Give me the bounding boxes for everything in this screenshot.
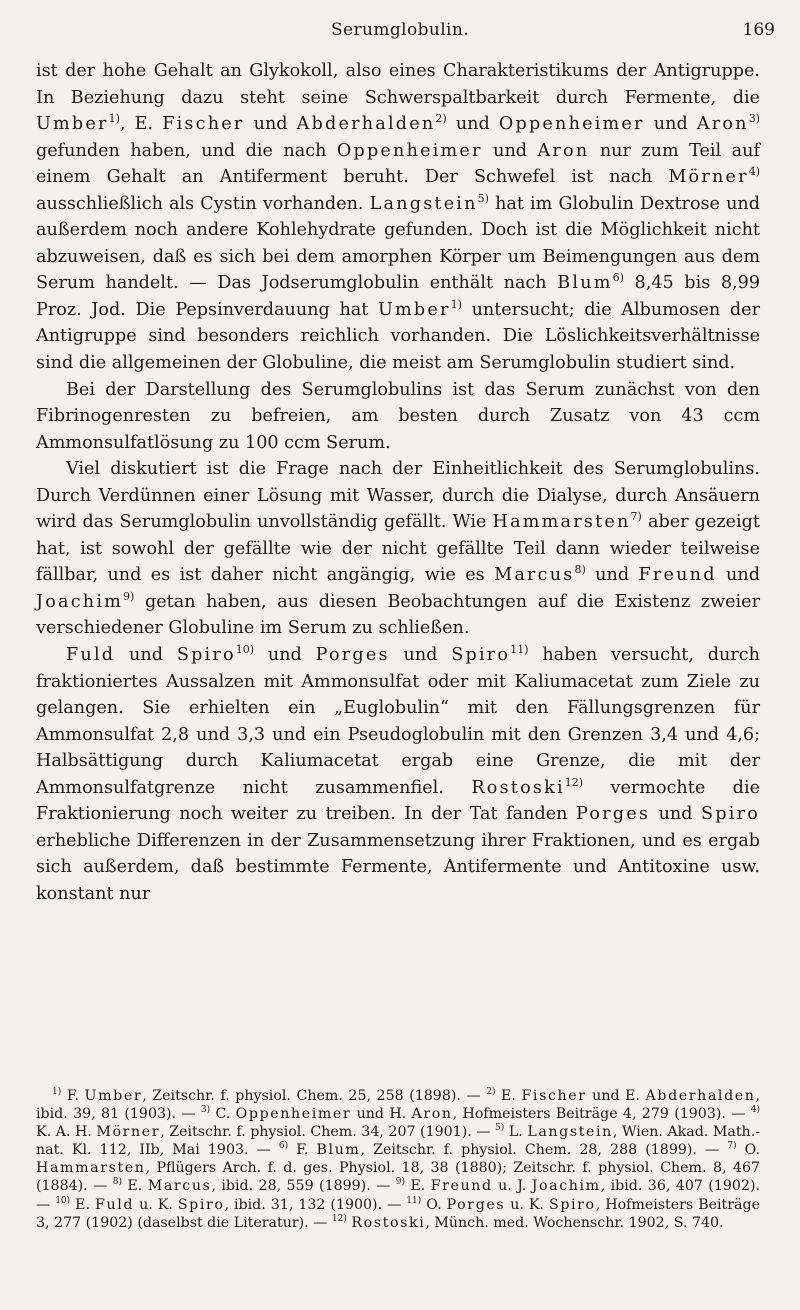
text-run: Viel diskutiert ist die Frage nach der Einheitlichkeit des Serumglobulins. Durch Verdünnen einer Lösung mit Wasser, durch die Dialyse, durch Ansäuern wird das Serumglobulin unvollständig gefällt. Wie bbox=[36, 459, 760, 533]
text-run: , ibid. 36, 407 (1902). — bbox=[36, 1178, 760, 1213]
author-name: Rostoski bbox=[471, 777, 565, 798]
footnote-ref: 12) bbox=[331, 1213, 347, 1224]
footnote-ref: 7) bbox=[727, 1141, 737, 1152]
text-run: und E. bbox=[586, 1088, 646, 1104]
text-run: C. bbox=[210, 1106, 236, 1123]
text-run: gefunden haben, und die nach bbox=[36, 140, 337, 161]
text-run: E. bbox=[121, 1178, 148, 1195]
footnote-ref: 1) bbox=[450, 297, 462, 311]
text-run: O. bbox=[421, 1196, 447, 1213]
author-name: Mörner bbox=[668, 167, 749, 188]
footnote-ref: 4) bbox=[750, 1105, 760, 1116]
author-name: Abderhalden bbox=[296, 114, 436, 135]
author-name: Rostoski bbox=[351, 1214, 426, 1231]
text-run: F. bbox=[288, 1142, 317, 1159]
text-run: 8,45 bis 8,99 Proz. Jod. Die Pepsinverdauung hat bbox=[36, 273, 761, 320]
footnote-ref: 3) bbox=[200, 1105, 211, 1116]
author-name: Oppenheimer bbox=[498, 114, 645, 135]
footnote-ref: 11) bbox=[510, 643, 529, 657]
text-run: ausschließlich als Cystin vorhanden. bbox=[36, 193, 370, 214]
author-name: Spiro bbox=[451, 645, 511, 666]
author-name: Hammarsten bbox=[492, 512, 631, 533]
page-header bbox=[25, 20, 775, 44]
author-name: Joachim bbox=[36, 591, 124, 612]
footnote-ref: 8) bbox=[574, 563, 586, 577]
author-name: Fuld bbox=[66, 645, 116, 666]
text-run: und bbox=[446, 114, 499, 135]
footnote-ref: 1) bbox=[108, 112, 120, 126]
author-name: Umber bbox=[36, 114, 109, 135]
footnote-ref: 2) bbox=[486, 1087, 496, 1097]
text-run: , Pflügers Arch. f. d. ges. Physiol. 18, 38 (1880); Zeitschr. f. physiol. Chem. 8, 467 (1884). — bbox=[36, 1160, 760, 1195]
footnote-ref: 6) bbox=[612, 271, 624, 285]
author-name: Oppenheimer bbox=[235, 1106, 352, 1123]
text-run: , ibid. 39, 81 (1903). — bbox=[36, 1088, 760, 1123]
author-name: Aron bbox=[696, 114, 749, 135]
page-number: 169 bbox=[742, 20, 775, 40]
author-name: Blum bbox=[316, 1142, 361, 1159]
author-name: Hammarsten bbox=[36, 1160, 146, 1177]
author-name: Fischer bbox=[521, 1088, 587, 1104]
footnote-block bbox=[36, 1087, 760, 1232]
text-run: , Hofmeisters Beiträge 3, 277 (1902) (daselbst die Literatur). — bbox=[36, 1196, 760, 1231]
text-run: und bbox=[650, 804, 702, 825]
text-run: hat im Globulin Dextrose und außerdem noch andere Kohlehydrate gefunden. Doch ist die Möglichkeit nicht abzuweisen, daß es sich bei dem amorphen Körper um Beimengungen aus dem Serum handelt. — Das Jodserumglobulin enthält nach bbox=[36, 193, 760, 294]
author-name: Blum bbox=[557, 273, 613, 294]
text-run: und bbox=[115, 645, 177, 666]
author-name: Oppenheimer bbox=[336, 140, 483, 161]
text-run: O. bbox=[736, 1142, 760, 1159]
footnote-ref: 6) bbox=[278, 1141, 289, 1152]
text-run: und bbox=[244, 114, 297, 135]
running-title: Serumglobulin. bbox=[330, 20, 470, 40]
author-name: Fischer bbox=[162, 114, 245, 135]
main-text bbox=[36, 58, 760, 908]
text-run: u. J. bbox=[492, 1178, 532, 1195]
text-run: , Zeitschr. f. physiol. Chem. 28, 288 (1899). — bbox=[360, 1142, 728, 1159]
author-name: Aron bbox=[411, 1106, 453, 1123]
author-name: Mörner bbox=[96, 1124, 161, 1141]
footnote-ref: 10) bbox=[55, 1195, 71, 1206]
text-run: E. bbox=[70, 1196, 96, 1213]
author-name: Porges bbox=[315, 645, 390, 666]
text-run: K. A. H. bbox=[36, 1124, 97, 1141]
author-name: Fuld bbox=[95, 1196, 135, 1213]
text-run: getan haben, aus diesen Beobachtungen auf die Existenz zweier verschiedener Globuline im Serum zu schließen. bbox=[36, 591, 760, 639]
footnote-ref: 2) bbox=[435, 112, 447, 126]
text-run: erhebliche Differenzen in der Zusammensetzung ihrer Fraktionen, und es ergab sich außerdem, daß bestimmte Fermente, Antifermente und Antitoxine usw. konstant nur bbox=[36, 830, 760, 904]
author-name: Umber bbox=[84, 1088, 143, 1104]
author-name: Langstein bbox=[369, 193, 478, 214]
text-run: nur zum Teil auf einem Gehalt an Antiferment beruht. Der Schwefel ist nach bbox=[36, 140, 760, 188]
text-run: ist der hohe Gehalt an Glykokoll, also eines Charakteristikums der Antigruppe. In Beziehung dazu steht seine Schwerspaltbarkeit durch Fermente, die bbox=[36, 61, 760, 108]
text-run: aber gezeigt hat, ist sowohl der gefällte wie der nicht gefällte Teil dann wieder teilweise fällbar, und es ist daher nicht angängig, wie es bbox=[36, 512, 760, 586]
author-name: Freund bbox=[430, 1178, 493, 1195]
author-name: Spiro bbox=[701, 804, 760, 825]
author-name: Porges bbox=[576, 804, 651, 825]
text-run: und bbox=[482, 140, 538, 161]
text-run: , ibid. 31, 132 (1900). — bbox=[224, 1196, 407, 1213]
text-run: , Zeitschr. f. physiol. Chem. 34, 207 (1901). — bbox=[160, 1124, 496, 1141]
text-run: haben versucht, durch fraktioniertes Aussalzen mit Ammonsulfat oder mit Kaliumacetat zum Ziele zu gelangen. Sie erhielten ein „Euglobulin“ mit den Fällungsgrenzen für Ammonsulfat 2,8 und 3,3 und ein Pseudoglobulin mit den Grenzen 3,4 und 4,6; Halbsättigung durch Kaliumacetat ergab eine Grenze, die mit der Ammonsulfatgrenze nicht zusammenfiel. bbox=[36, 645, 760, 798]
paragraph-fraktionierung bbox=[36, 642, 760, 907]
text-run: E. bbox=[495, 1088, 522, 1104]
author-name: Joachim bbox=[531, 1178, 601, 1195]
text-run: und H. bbox=[351, 1106, 412, 1123]
author-name: Spiro bbox=[549, 1196, 596, 1213]
footnote-ref: 4) bbox=[748, 165, 760, 179]
footnote-ref: 3) bbox=[748, 112, 760, 126]
text-run: , Münch. med. Wochenschr. 1902, S. 740. bbox=[425, 1214, 724, 1231]
footnote-ref: 10) bbox=[235, 643, 255, 657]
text-run: F. bbox=[61, 1088, 85, 1104]
text-run: , E. bbox=[119, 114, 163, 135]
text-run: , Zeitschr. f. physiol. Chem. 25, 258 (1898). — bbox=[142, 1088, 487, 1104]
author-name: Porges bbox=[446, 1196, 506, 1213]
paragraph-darstellung bbox=[36, 377, 760, 457]
author-name: Spiro bbox=[176, 645, 236, 666]
text-run: , Wien. Akad. Math.-nat. Kl. 112, IIb, Mai 1903. — bbox=[36, 1124, 760, 1159]
author-name: Freund bbox=[638, 565, 717, 586]
footnote-ref: 8) bbox=[112, 1177, 122, 1188]
text-run: u. K. bbox=[505, 1196, 550, 1213]
text-run: , ibid. 28, 559 (1899). — bbox=[211, 1178, 396, 1195]
paragraph-einheitlichkeit bbox=[36, 456, 760, 642]
text-run: u. K. bbox=[134, 1196, 178, 1213]
text-run: und bbox=[585, 565, 639, 586]
text-run: untersucht; die Albumosen der Antigruppe sind besonders reichlich vorhanden. Die Löslichkeitsverhältnisse sind die allgemeinen der Globuline, die meist am Serumglobulin studiert sind. bbox=[36, 299, 760, 374]
author-name: Langstein bbox=[527, 1124, 613, 1141]
footnote-ref: 7) bbox=[630, 510, 642, 524]
footnote-ref: 5) bbox=[477, 191, 489, 205]
footnote-ref: 12) bbox=[564, 775, 584, 789]
author-name: Aron bbox=[537, 140, 590, 161]
paragraph-glykokoll bbox=[36, 58, 760, 377]
text-run: , Hofmeisters Beiträge 4, 279 (1903). — bbox=[452, 1106, 751, 1123]
footnote-ref: 9) bbox=[395, 1177, 406, 1188]
footnote-ref: 1) bbox=[52, 1087, 62, 1097]
footnote-ref: 5) bbox=[495, 1123, 505, 1134]
footnotes bbox=[36, 1087, 760, 1232]
text-run: und bbox=[389, 645, 452, 666]
text-run: L. bbox=[504, 1124, 528, 1141]
author-name: Umber bbox=[378, 299, 451, 320]
text-run: Bei der Darstellung des Serumglobulins ist das Serum zunächst von den Fibrinogenresten zu befreien, am besten durch Zusatz von 43 ccm Ammonsulfatlösung zu 100 ccm Serum. bbox=[36, 379, 760, 453]
footnote-ref: 11) bbox=[406, 1195, 422, 1206]
text-run: E. bbox=[405, 1178, 431, 1195]
text-run: und bbox=[716, 565, 760, 586]
author-name: Abderhalden bbox=[645, 1088, 756, 1104]
author-name: Spiro bbox=[177, 1196, 225, 1213]
text-run: und bbox=[254, 645, 316, 666]
author-name: Marcus bbox=[494, 565, 575, 586]
author-name: Marcus bbox=[147, 1178, 212, 1195]
text-run: und bbox=[644, 114, 697, 135]
text-run: vermochte die Fraktionierung noch weiter zu treiben. In der Tat fanden bbox=[36, 777, 760, 825]
footnote-ref: 9) bbox=[123, 589, 135, 603]
